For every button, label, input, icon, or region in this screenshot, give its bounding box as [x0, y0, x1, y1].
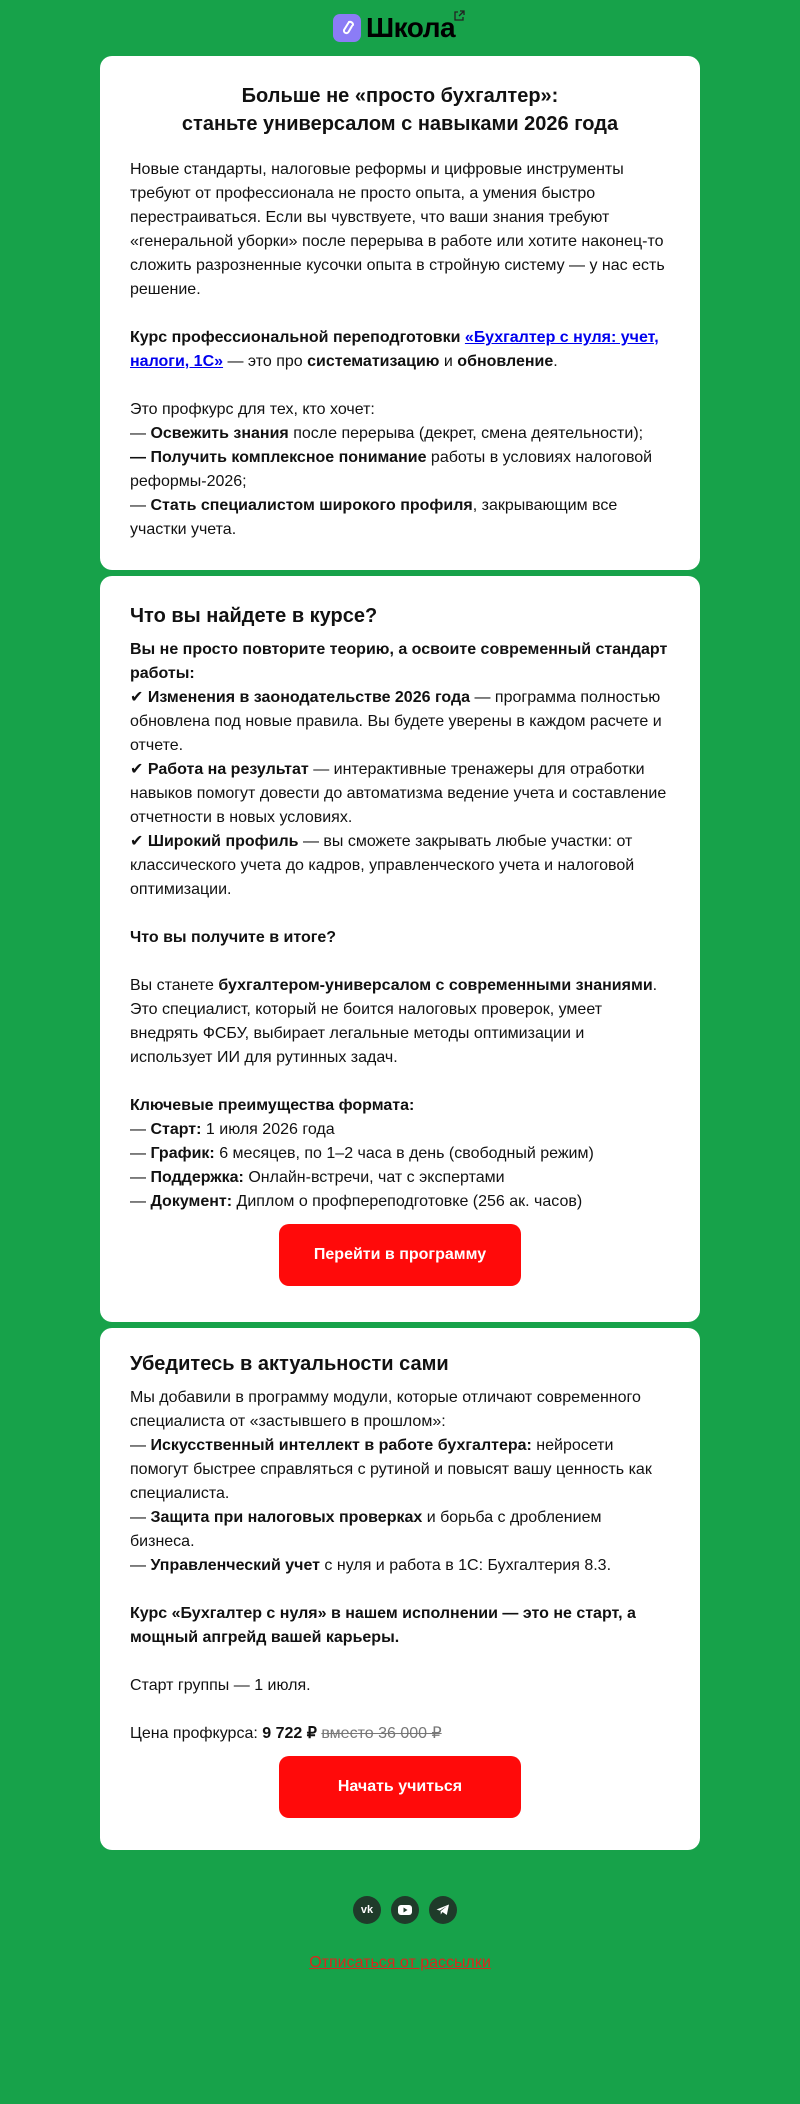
list-item: ✔ Изменения в заонодательстве 2026 года — программа полностью обновлена под новые правила. Вы будете уверены в каждом расчете и отчете. — [130, 689, 662, 754]
external-link-icon — [453, 10, 465, 22]
summary-text: Курс «Бухгалтер с нуля» в нашем исполнении — это не старт, а мощный апгрейд вашей карьеры. — [130, 1605, 636, 1646]
youtube-icon[interactable] — [391, 1896, 419, 1924]
result-heading: Что вы получите в итоге? — [130, 929, 337, 946]
unsubscribe-link[interactable]: Отписаться от рассылки — [309, 1954, 491, 1971]
relevance-heading: Убедитесь в актуальности сами — [130, 1353, 449, 1375]
result-text: Вы станете бухгалтером-универсалом с современными знаниями. Это специалист, который не боится налоговых проверок, умеет внедрять ФСБУ, выбирает легальные методы оптимизации и использует ИИ для рутинных задач. — [130, 977, 658, 1066]
start-learning-button[interactable]: Начать учиться — [279, 1756, 521, 1818]
intro-text: Новые стандарты, налоговые реформы и цифровые инструменты требуют от профессионала не просто опыта, а умения быстро перестраиваться. Если вы чувствуете, что ваши знания требуют «генеральной уборки» после перерыва в работе или хотите наконец-то сложить разрозненные кусочки опыта в стройную систему — у нас есть решение. — [130, 161, 665, 298]
price: 9 722 ₽ — [262, 1725, 317, 1742]
features-heading: Что вы найдете в курсе? — [130, 605, 378, 627]
list-item: — Защита при налоговых проверках и борьба с дроблением бизнеса. — [130, 1509, 602, 1550]
relevance-card — [100, 1328, 700, 1850]
price-line: Цена профкурса: 9 722 ₽ вместо 36 000 ₽ — [130, 1725, 442, 1742]
old-price: вместо 36 000 ₽ — [321, 1725, 442, 1742]
list-item: — Управленческий учет с нуля и работа в 1С: Бухгалтерия 8.3. — [130, 1557, 612, 1574]
list-item: — Поддержка: Онлайн-встречи, чат с экспертами — [130, 1169, 505, 1186]
relevance-lead: Мы добавили в программу модули, которые отличают современного специалиста от «застывшего в прошлом»: — [130, 1389, 641, 1430]
list-item: — Документ: Диплом о профпереподготовке (256 ак. часов) — [130, 1193, 583, 1210]
for-whom-label: Это профкурс для тех, кто хочет: — [130, 401, 375, 418]
advantages-heading: Ключевые преимущества формата: — [130, 1097, 415, 1114]
list-item: — Стать специалистом широкого профиля, закрывающим все участки учета. — [130, 497, 618, 538]
list-item: — Освежить знания после перерыва (декрет, смена деятельности); — [130, 425, 644, 442]
paperclip-icon — [333, 14, 361, 42]
list-item: ✔ Широкий профиль — вы сможете закрывать любые участки: от классического учета до кадров, управленческого учета и налоговой оптимизации. — [130, 833, 635, 898]
list-item: — Старт: 1 июля 2026 года — [130, 1121, 335, 1138]
list-item: ✔ Работа на результат — интерактивные тренажеры для отработки навыков помогут довести до автоматизма ведение учета и составление отчетности в новых условиях. — [130, 761, 667, 826]
start-text: Старт группы — 1 июля. — [130, 1677, 311, 1694]
course-description: Курс профессиональной переподготовки «Бухгалтер с нуля: учет, налоги, 1С» — это про систематизацию и обновление. — [130, 329, 659, 370]
header — [0, 0, 800, 56]
list-item: — Искусственный интеллект в работе бухгалтера: нейросети помогут быстрее справляться с рутиной и повысят вашу ценность как специалиста. — [130, 1437, 652, 1502]
list-item: — Получить комплексное понимание работы в условиях налоговой реформы-2026; — [130, 449, 653, 490]
vk-icon[interactable]: vk — [353, 1896, 381, 1924]
main-title: Больше не «просто бухгалтер»: станьте универсалом с навыками 2026 года — [181, 85, 619, 135]
social-links — [353, 1896, 457, 1924]
list-item: — График: 6 месяцев, по 1–2 часа в день (свободный режим) — [130, 1145, 594, 1162]
features-lead: Вы не просто повторите теорию, а освоите современный стандарт работы: — [130, 641, 668, 682]
logo-text: Школа — [366, 12, 456, 43]
telegram-icon[interactable] — [429, 1896, 457, 1924]
logo[interactable] — [333, 13, 455, 43]
features-card — [100, 576, 700, 1322]
course-link[interactable]: «Бухгалтер с нуля: учет, налоги, 1С» — [130, 329, 659, 370]
intro-card — [100, 56, 700, 570]
program-button[interactable]: Перейти в программу — [279, 1224, 521, 1286]
